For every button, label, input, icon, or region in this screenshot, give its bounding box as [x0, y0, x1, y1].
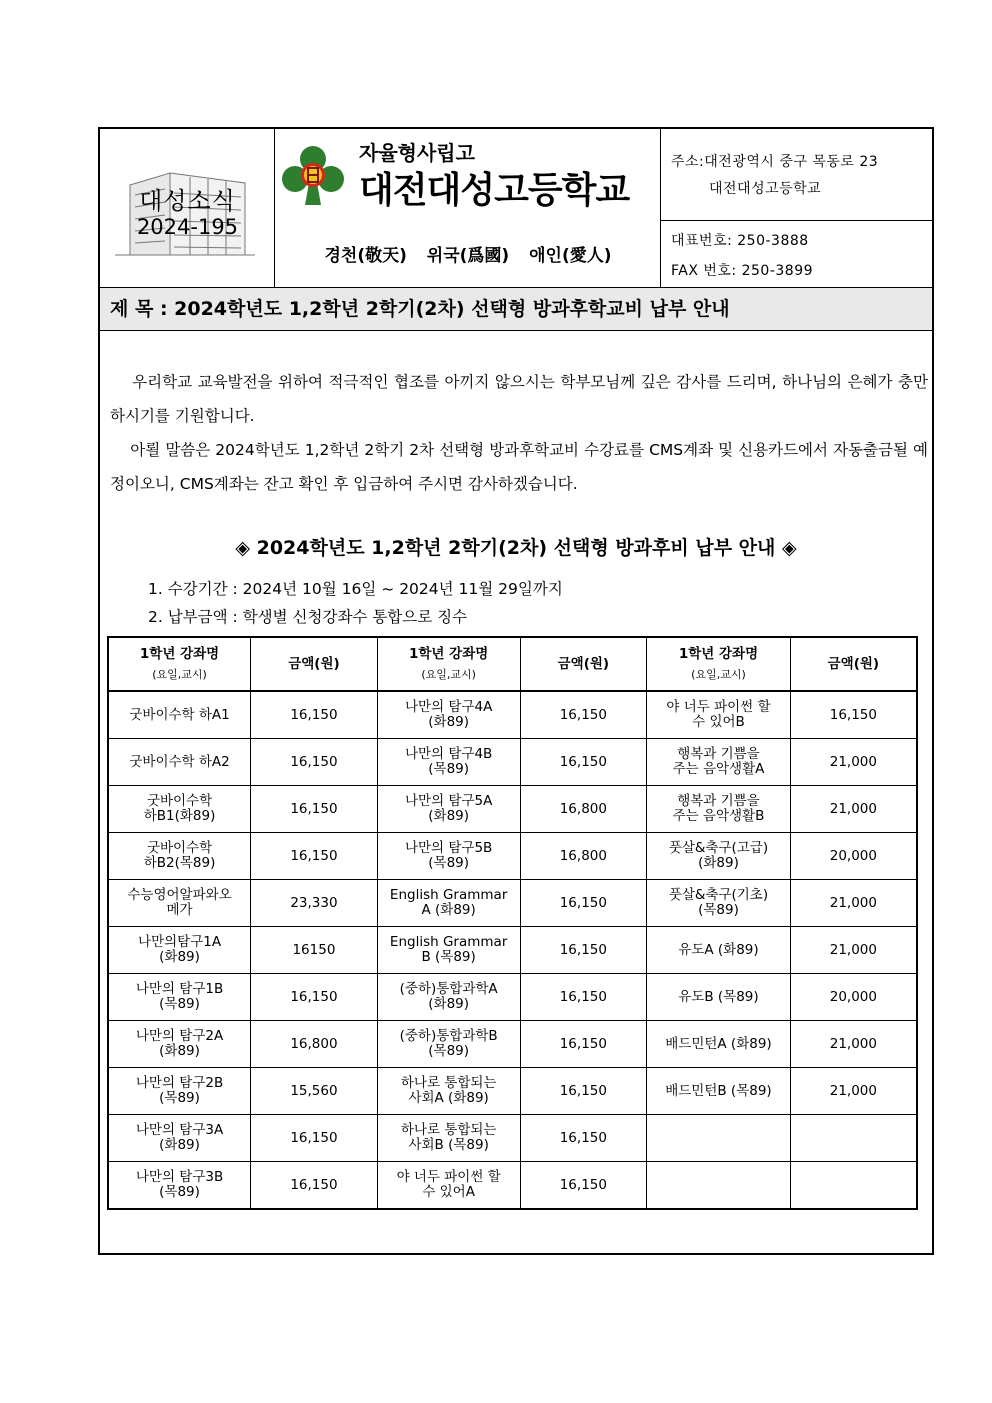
- table-row: [108, 927, 917, 974]
- fee-amount-cell: [790, 1115, 917, 1162]
- column-header: [647, 637, 791, 691]
- fee-amount-cell: 21,000: [790, 927, 917, 974]
- course-name-cell: 배드민턴A (화89): [647, 1021, 791, 1068]
- fee-amount-cell: 16,150: [520, 974, 647, 1021]
- fee-amount-cell: 16,150: [251, 739, 378, 786]
- course-name-cell: 나만의탐구1A (화89): [108, 927, 251, 974]
- body-paragraph: 우리학교 교육발전을 위하여 적극적인 협조를 아끼지 않으시는 학부모님께 깊은 감사를 드리며, 하나님의 은혜가 충만하시기를 기원합니다.: [110, 373, 928, 425]
- address-box: [661, 129, 932, 221]
- fee-amount-cell: 16,150: [251, 833, 378, 880]
- course-name-cell: 풋살&축구(기초) (목89): [647, 880, 791, 927]
- course-name-cell: 나만의 탐구4B (목89): [377, 739, 520, 786]
- fee-amount-cell: 16,150: [520, 1115, 647, 1162]
- table-row: [108, 1021, 917, 1068]
- course-name-cell: 하나로 통합되는 사회A (화89): [377, 1068, 520, 1115]
- course-name-cell: [647, 1115, 791, 1162]
- column-header-label: 금액(원): [827, 655, 880, 672]
- fee-amount-cell: 16,800: [251, 1021, 378, 1068]
- column-header-sublabel: (요일,교시): [691, 667, 746, 681]
- info-item: 1. 수강기간 : 2024년 10월 16일 ~ 2024년 11월 29일까지: [148, 580, 563, 598]
- fax-number: FAX 번호: 250-3899: [671, 263, 814, 279]
- course-name-cell: 나만의 탐구5A (화89): [377, 786, 520, 833]
- table-body: [108, 691, 917, 1209]
- column-header: [790, 637, 917, 691]
- course-name-cell: 나만의 탐구5B (목89): [377, 833, 520, 880]
- motto-item: 애인(愛人): [529, 246, 612, 266]
- course-name-cell: 행복과 기쁨을 주는 음악생활B: [647, 786, 791, 833]
- course-name-cell: 나만의 탐구1B (목89): [108, 974, 251, 1021]
- column-header-label: 1학년 강좌명: [408, 645, 489, 662]
- column-header: [251, 637, 378, 691]
- course-name-cell: 굿바이수학 하B2(목89): [108, 833, 251, 880]
- table-row: [108, 1115, 917, 1162]
- phone-number: 대표번호: 250-3888: [671, 233, 809, 249]
- fee-amount-cell: 16,150: [251, 1162, 378, 1210]
- fee-amount-cell: 21,000: [790, 739, 917, 786]
- document-subject: 제 목 : 2024학년도 1,2학년 2학기(2차) 선택형 방과후학교비 납부 안내: [100, 287, 932, 331]
- table-header-row: [108, 637, 917, 691]
- course-name-cell: 나만의 탐구3B (목89): [108, 1162, 251, 1210]
- table-row: [108, 691, 917, 739]
- fee-amount-cell: 16,150: [520, 927, 647, 974]
- table-row: [108, 833, 917, 880]
- newsletter-number: 2024-195: [136, 215, 239, 239]
- document-frame: [98, 127, 934, 1255]
- column-header-sublabel: (요일,교시): [152, 667, 207, 681]
- address-line: 대전대성고등학교: [709, 181, 822, 197]
- course-name-cell: 나만의 탐구4A (화89): [377, 691, 520, 739]
- fee-amount-cell: 20,000: [790, 974, 917, 1021]
- fee-amount-cell: 16,150: [520, 739, 647, 786]
- course-name-cell: 풋살&축구(고급) (화89): [647, 833, 791, 880]
- course-name-cell: English Grammar A (화89): [377, 880, 520, 927]
- fee-amount-cell: 16,150: [251, 974, 378, 1021]
- course-name-cell: English Grammar B (목89): [377, 927, 520, 974]
- course-name-cell: 나만의 탐구3A (화89): [108, 1115, 251, 1162]
- course-name-cell: 유도A (화89): [647, 927, 791, 974]
- course-name-cell: 굿바이수학 하B1(화89): [108, 786, 251, 833]
- fee-amount-cell: 16,150: [251, 786, 378, 833]
- course-name-cell: 야 너두 파이썬 할 수 있어B: [647, 691, 791, 739]
- table-row: [108, 786, 917, 833]
- fee-amount-cell: 16,150: [520, 1068, 647, 1115]
- contact-box: [661, 129, 932, 287]
- address-line: 주소:대전광역시 중구 목동로 23: [671, 154, 879, 170]
- column-header: [377, 637, 520, 691]
- fee-amount-cell: 16,150: [520, 691, 647, 739]
- school-type: 자율형사립고: [359, 141, 475, 165]
- fee-amount-cell: 16,150: [520, 880, 647, 927]
- column-header-label: 금액(원): [557, 655, 610, 672]
- course-name-cell: 나만의 탐구2B (목89): [108, 1068, 251, 1115]
- course-name-cell: 하나로 통합되는 사회B (목89): [377, 1115, 520, 1162]
- course-name-cell: (중하)통합과학B (목89): [377, 1021, 520, 1068]
- fee-amount-cell: 23,330: [251, 880, 378, 927]
- course-name-cell: [647, 1162, 791, 1210]
- table-row: [108, 1068, 917, 1115]
- table-row: [108, 880, 917, 927]
- fee-amount-cell: 21,000: [790, 1068, 917, 1115]
- fee-amount-cell: 16,800: [520, 786, 647, 833]
- course-name-cell: 수능영어알파와오 메가: [108, 880, 251, 927]
- school-banner: [275, 129, 661, 287]
- table-row: [108, 1162, 917, 1210]
- column-header-label: 금액(원): [288, 655, 340, 672]
- fee-amount-cell: 21,000: [790, 786, 917, 833]
- fee-amount-cell: 21,000: [790, 880, 917, 927]
- letterhead: [100, 129, 932, 287]
- document-body: [110, 365, 928, 501]
- column-header: [520, 637, 647, 691]
- motto-item: 위국(爲國): [426, 246, 510, 266]
- course-name-cell: 굿바이수학 하A1: [108, 691, 251, 739]
- school-name: 대전대성고등학교: [359, 170, 630, 211]
- fee-amount-cell: 21,000: [790, 1021, 917, 1068]
- fee-amount-cell: 16,150: [520, 1021, 647, 1068]
- course-name-cell: (중하)통합과학A (화89): [377, 974, 520, 1021]
- table-row: [108, 739, 917, 786]
- fee-amount-cell: 15,560: [251, 1068, 378, 1115]
- body-paragraph: 아뢸 말씀은 2024학년도 1,2학년 2학기 2차 선택형 방과후학교비 수강료를 CMS계좌 및 신용카드에서 자동출금될 예정이오니, CMS계좌는 잔고 확인 후 입금하여 주시면 감사하겠습니다.: [110, 441, 928, 493]
- fee-amount-cell: 16150: [251, 927, 378, 974]
- fee-amount-cell: 16,150: [251, 1115, 378, 1162]
- fee-amount-cell: 16,150: [520, 1162, 647, 1210]
- course-name-cell: 행복과 기쁨을 주는 음악생활A: [647, 739, 791, 786]
- course-name-cell: 야 너두 파이썬 할 수 있어A: [377, 1162, 520, 1210]
- course-name-cell: 굿바이수학 하A2: [108, 739, 251, 786]
- fee-amount-cell: 16,800: [520, 833, 647, 880]
- column-header-label: 1학년 강좌명: [139, 645, 220, 662]
- fee-amount-cell: 16,150: [790, 691, 917, 739]
- column-header-sublabel: (요일,교시): [421, 667, 476, 681]
- table-row: [108, 974, 917, 1021]
- column-header-label: 1학년 강좌명: [678, 645, 759, 662]
- fee-table: [107, 636, 918, 1210]
- newsletter-title: 대성소식: [139, 187, 236, 215]
- motto-item: 경천(敬天): [324, 246, 407, 266]
- course-name-cell: 배드민턴B (목89): [647, 1068, 791, 1115]
- newsletter-box: [100, 129, 275, 287]
- column-header: [108, 637, 251, 691]
- course-name-cell: 유도B (목89): [647, 974, 791, 1021]
- section-title: ◈ 2024학년도 1,2학년 2학기(2차) 선택형 방과후비 납부 안내 ◈: [235, 537, 797, 559]
- fee-amount-cell: [790, 1162, 917, 1210]
- fee-amount-cell: 20,000: [790, 833, 917, 880]
- school-emblem-icon: [281, 145, 345, 207]
- school-motto: [275, 241, 661, 266]
- info-item: 2. 납부금액 : 학생별 신청강좌수 통합으로 징수: [148, 608, 468, 626]
- course-name-cell: 나만의 탐구2A (화89): [108, 1021, 251, 1068]
- fee-amount-cell: 16,150: [251, 691, 378, 739]
